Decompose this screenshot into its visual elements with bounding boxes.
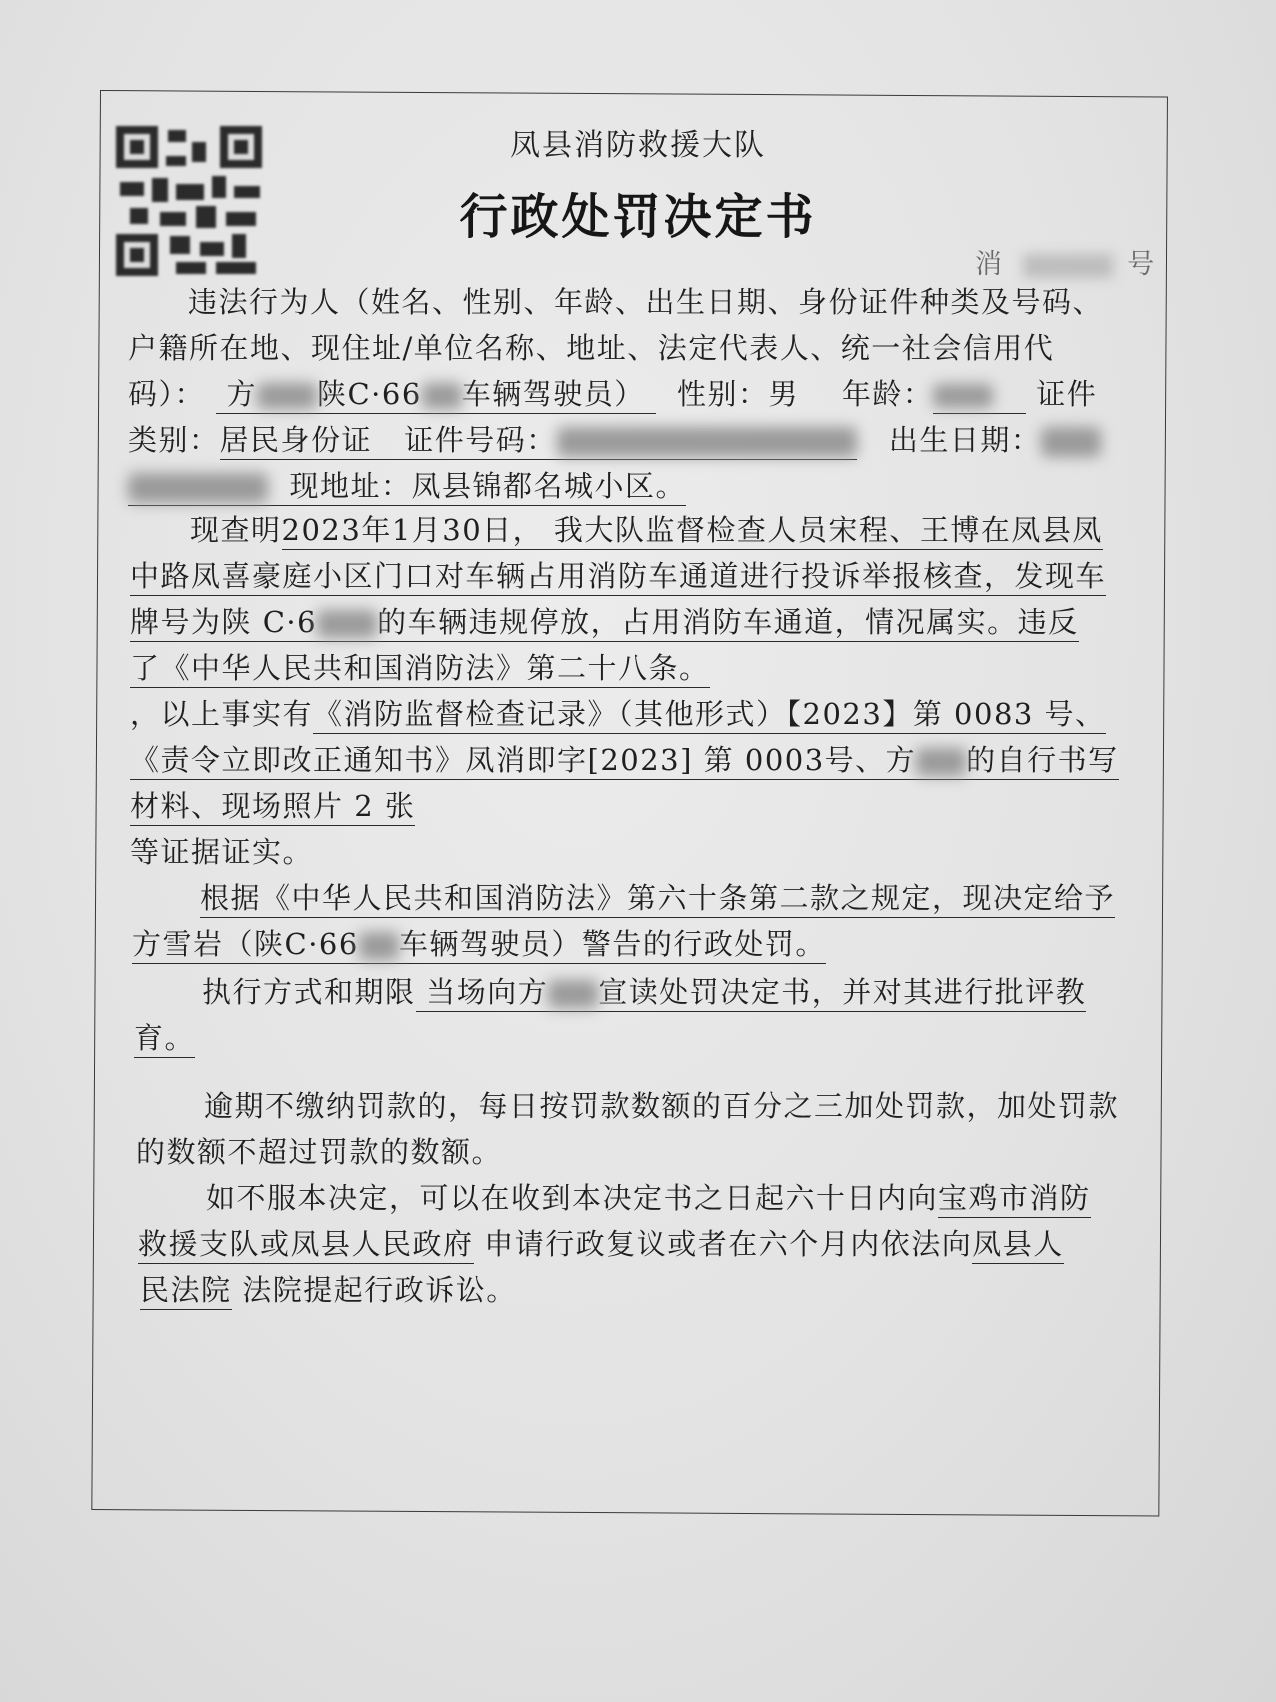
party-line-1: 违法行为人（姓名、性别、年龄、出生日期、身份证件种类及号码、	[188, 285, 1104, 319]
execution-label: 执行方式和期限	[202, 975, 416, 1009]
facts-text-4: 了《中华人民共和国消防法》第二十八条。	[130, 651, 710, 688]
id-type-field	[220, 423, 857, 460]
redacted-dob	[1041, 427, 1101, 457]
document-title: 行政处罚决定书	[459, 189, 817, 245]
decision-party: 方雪岩（陕C·66	[132, 927, 359, 961]
redacted-age	[933, 384, 993, 408]
decision-line-1	[200, 876, 1115, 917]
appeal-line-3	[140, 1268, 517, 1309]
facts-line-3	[130, 600, 1079, 641]
appeal-line-2	[138, 1222, 1064, 1263]
facts-text-2: 中路凤喜豪庭小区门口对车辆占用消防车通道进行投诉举报核查，发现车	[130, 559, 1106, 596]
execution-line-1	[202, 970, 1086, 1011]
document-number-prefix: 消	[975, 249, 1008, 280]
evidence-text-1: 《消防监督检查记录》（其他形式）【2023】第 0083 号、	[313, 697, 1106, 734]
appeal-court-2: 民法院	[140, 1273, 232, 1310]
age-field	[933, 377, 1025, 414]
party-line-5	[128, 464, 686, 505]
appeal-text-3: 法院提起行政诉讼。	[242, 1273, 517, 1307]
appeal-text-1: 如不服本决定，可以在收到本决定书之日起六十日内向	[206, 1181, 939, 1215]
address-value: 凤县锦都名城小区。	[411, 469, 686, 503]
evidence-notice: 《责令立即改正通知书》凤消即字[2023] 第 0003号、方	[130, 743, 917, 777]
overdue-line-2: 的数额不超过罚款的数额。	[136, 1135, 503, 1169]
decision-penalty: 车辆驾驶员）警告的行政处罚。	[398, 927, 826, 961]
appeal-court-1: 凤县人	[972, 1227, 1064, 1264]
party-name-field	[216, 377, 656, 414]
party-name: 方	[226, 377, 257, 411]
id-type-label-part: 证件	[1036, 377, 1098, 411]
address-field	[128, 469, 686, 506]
decision-text-1: 根据《中华人民共和国消防法》第六十条第二款之规定，现决定给予	[200, 881, 1115, 918]
evidence-line-4: 等证据证实。	[130, 835, 314, 869]
party-plate: 陕C·66	[316, 377, 422, 411]
facts-line-4	[130, 646, 710, 687]
execution-line-2	[134, 1016, 195, 1057]
party-line-3	[128, 372, 1097, 413]
id-number-label: 证件号码：	[404, 423, 557, 457]
appeal-authority-2: 救援支队或凤县人民政府	[138, 1227, 474, 1264]
id-type-label: 类别：	[128, 423, 220, 457]
appeal-authority-1: 宝鸡市消防	[938, 1181, 1091, 1218]
facts-label: 现查明	[190, 513, 282, 547]
address-label: 现地址：	[289, 469, 412, 503]
decision-text-2	[132, 927, 826, 964]
sex-value: 男	[768, 377, 799, 411]
age-label: 年龄：	[841, 377, 934, 411]
redacted-plate-2	[317, 610, 377, 638]
dob-label: 出生日期：	[888, 423, 1042, 457]
redacted-plate	[422, 383, 462, 409]
evidence-line-3	[130, 784, 415, 825]
redacted-name-2	[916, 748, 966, 776]
evidence-label: ，以上事实有	[130, 697, 314, 731]
execution-text-2: 育。	[134, 1021, 195, 1058]
redacted-plate-3	[359, 932, 399, 960]
execution-method: 宣读处罚决定书，并对其进行批评教	[598, 975, 1087, 1009]
evidence-line-2	[130, 738, 1119, 779]
facts-text-3	[130, 605, 1079, 642]
facts-plate: 牌号为陕 C·6	[130, 605, 318, 639]
party-line-4	[128, 418, 1101, 459]
execution-to: 当场向方	[426, 975, 549, 1009]
evidence-text-2	[130, 743, 1119, 780]
code-label: 码）：	[128, 377, 206, 411]
id-type-value: 居民身份证	[219, 423, 373, 457]
execution-text-1	[416, 975, 1087, 1012]
evidence-line-1	[130, 692, 1106, 733]
evidence-statement: 的自行书写	[966, 743, 1119, 777]
evidence-text-3: 材料、现场照片 2 张	[130, 789, 415, 826]
facts-line-2	[130, 554, 1106, 595]
agency-name: 凤县消防救援大队	[510, 128, 766, 163]
facts-line-1	[190, 508, 1103, 549]
document-number-suffix: 号	[1127, 249, 1161, 280]
redacted-dob-2	[128, 473, 268, 503]
redacted-name	[257, 383, 317, 409]
party-line-2: 户籍所在地、现住址/单位名称、地址、法定代表人、统一社会信用代	[128, 331, 1055, 365]
sex-label: 性别：	[676, 377, 769, 411]
appeal-text-2: 申请行政复议或者在六个月内依法向	[484, 1227, 973, 1261]
appeal-line-1	[206, 1176, 1091, 1217]
overdue-line-1: 逾期不缴纳罚款的，每日按罚款数额的百分之三加处罚款，加处罚款	[204, 1089, 1120, 1123]
facts-text-1: 2023年1月30日， 我大队监督检查人员宋程、王博在凤县凤	[282, 513, 1103, 550]
redacted-name-3	[548, 980, 598, 1008]
facts-violation: 的车辆违规停放，占用消防车通道，情况属实。违反	[377, 605, 1079, 639]
party-role: 车辆驾驶员）	[461, 377, 645, 411]
decision-line-2	[132, 922, 826, 963]
redacted-id-number	[557, 427, 857, 457]
